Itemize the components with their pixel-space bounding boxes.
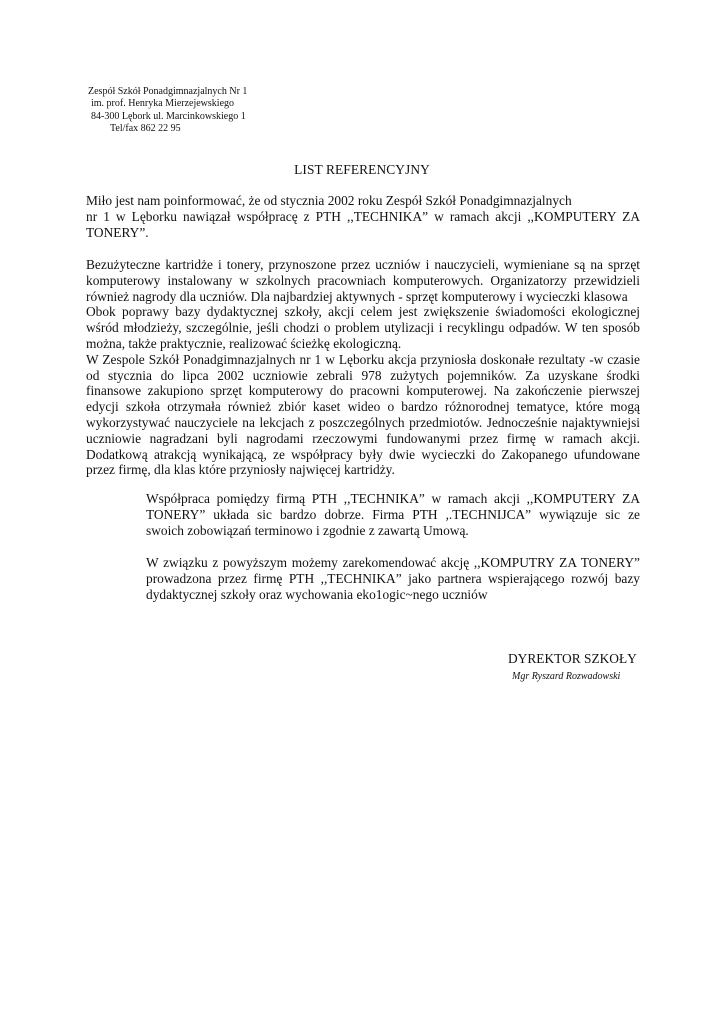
header-line-school-name: Zespół Szkół Ponadgimnazjalnych Nr 1 [88,86,248,97]
paragraph-line: TONERY” układa sic bardzo dobrze. Firma PTH ,.TECHNIJCA” wywiązuje sic ze [146,506,640,522]
paragraph-cooperation [146,491,640,538]
paragraph-line: wśród młodzieży, szczególnie, jeśli chodzi o problem utylizacji i recyklingu odpadów. W ten sposób [86,320,640,336]
paragraph-line: TONERY”. [86,224,149,240]
paragraph-intro [86,193,640,240]
paragraph-line: również nagrody dla uczniów. Dla najbardziej aktywnych - sprzęt komputerowy i wycieczki klasowa [86,288,628,304]
header-line-phone: Tel/fax 862 22 95 [110,123,181,135]
header-line-patron: im. prof. Henryka Mierzejewskiego [91,98,235,110]
paragraph-line: nr 1 w Lęborku nawiązał współpracę z PTH ,,TECHNIKA” w ramach akcji ,,KOMPUTERY ZA [86,208,640,224]
paragraph-line: Miło jest nam poinformować, że od stycznia 2002 roku Zespół Szkół Ponadgimnazjalnych [86,193,572,208]
paragraph-line: swoich zobowiązań terminowo i zgodnie z zawartą Umową. [146,522,469,538]
paragraph-line: Współpraca pomiędzy firmą PTH ,,TECHNIKA” w ramach akcji ,,KOMPUTERY ZA [146,491,640,506]
paragraph-line: uczniowie nagradzani byli nagrodami rzeczowymi fundowanymi przez firmę w ramach akcji. [86,430,640,446]
paragraph-line: prowadzona przez firmę PTH ,,TECHNIKA” jako partnera wspierającego rozwój bazy [146,570,640,586]
signature-name: Mgr Ryszard Rozwadowski [512,671,621,682]
paragraph-line: W Zespole Szkół Ponadgimnazjalnych nr 1 w Lęborku akcja przyniosła doskonałe rezultaty -w czasie [86,351,640,367]
header-line-address: 84-300 Lębork ul. Marcinkowskiego 1 [91,110,246,122]
paragraph-line: wykorzystywać nauczyciele na lekcjach z poszczególnych przedmiotów. Jednocześnie najaktywniejsi [86,414,640,430]
paragraph-line: Bezużyteczne kartridże i tonery, przynoszone przez uczniów i nauczycieli, wymieniane są na sprzęt [86,257,640,272]
paragraph-line: komputerowy instalowany w szkolnych pracowniach komputerowych. Organizatorzy przewidzieli [86,272,640,288]
paragraph-line: Dodatkową atrakcją wynikającą, ze współpracy były dwie wycieczki do Zakopanego ufundowane [86,446,640,462]
paragraph-description [86,257,640,478]
paragraph-line: można, także praktycznie, realizować ścieżkę ekologiczną. [86,335,402,351]
school-address-header [88,86,247,136]
paragraph-line: dydaktycznej szkoły oraz wychowania eko1ogic~nego uczniów [146,586,488,602]
signature-title: DYREKTOR SZKOŁY [508,651,637,666]
paragraph-line: W związku z powyższym możemy zarekomendować akcję ,,KOMPUTRY ZA TONERY” [146,555,640,570]
paragraph-line: od stycznia do lipca 2002 uczniowie zebrali 978 zużytych pojemników. Za uzyskane środki [86,367,640,383]
paragraph-line: finansowe zakupiono sprzęt komputerowy do pracowni komputerowej. Na zakończenie pierwszej [86,383,640,399]
letter-title: LIST REFERENCYJNY [294,162,430,177]
paragraph-line: Obok poprawy bazy dydaktycznej szkoły, akcji celem jest zwiększenie świadomości ekologicznej [86,304,640,320]
paragraph-line: edycji szkoła otrzymała również zbiór kaset wideo o bardzo różnorodnej tematyce, które mogą [86,399,640,415]
paragraph-line: przez firmę, dla klas które przyniosły najwięcej kartridży. [86,462,395,478]
paragraph-recommendation [146,555,640,602]
